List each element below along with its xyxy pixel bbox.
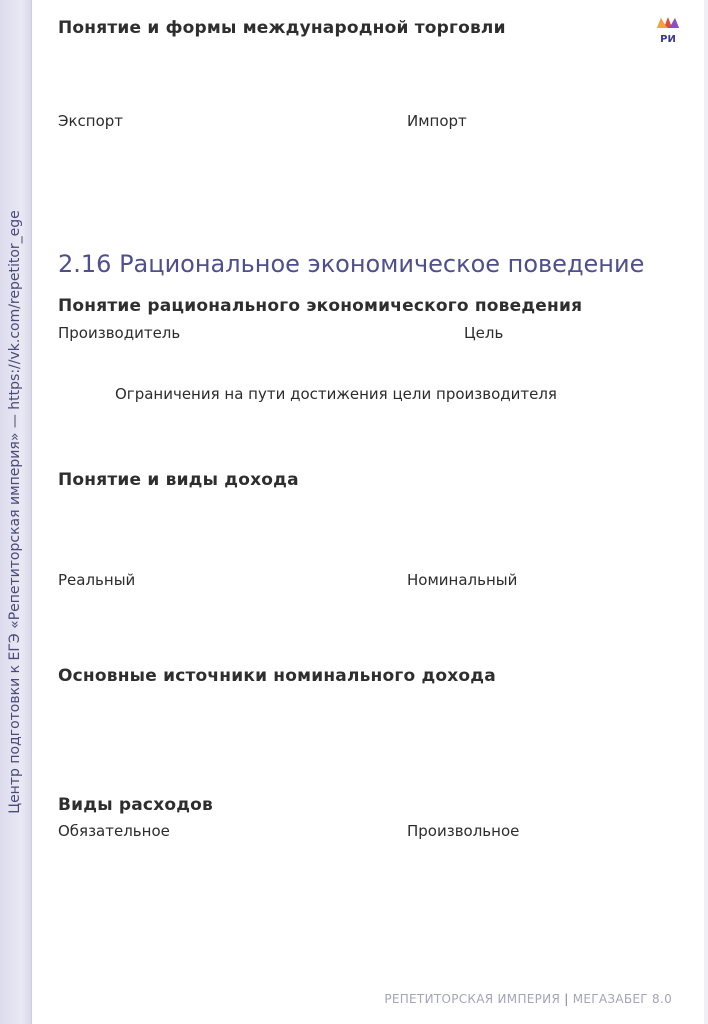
section-title: 2.16 Рациональное экономическое поведение bbox=[58, 250, 645, 278]
label-nominal: Номинальный bbox=[407, 571, 518, 589]
footer-event: МЕГАЗАБЕГ 8.0 bbox=[572, 992, 672, 1006]
label-constraints: Ограничения на пути достижения цели производителя bbox=[115, 385, 557, 403]
label-mandatory: Обязательное bbox=[58, 822, 170, 840]
label-goal: Цель bbox=[464, 324, 504, 342]
label-import: Импорт bbox=[407, 112, 467, 130]
heading-sources: Основные источники номинального дохода bbox=[58, 666, 496, 686]
heading-expenses: Виды расходов bbox=[58, 795, 214, 815]
sidebar bbox=[0, 0, 32, 1024]
label-real: Реальный bbox=[58, 571, 136, 589]
label-optional: Произвольное bbox=[407, 822, 520, 840]
footer-separator: | bbox=[564, 992, 569, 1006]
right-edge bbox=[704, 0, 708, 1024]
label-producer: Производитель bbox=[58, 324, 181, 342]
label-export: Экспорт bbox=[58, 112, 124, 130]
logo-text: РИ bbox=[660, 34, 676, 44]
footer-brand: РЕПЕТИТОРСКАЯ ИМПЕРИЯ bbox=[384, 992, 561, 1006]
heading-rational: Понятие рационального экономического поведения bbox=[58, 296, 583, 316]
sidebar-caption: Центр подготовки к ЕГЭ «Репетиторская империя» — https://vk.com/repetitor_ege bbox=[7, 210, 23, 814]
heading-income: Понятие и виды дохода bbox=[58, 470, 299, 490]
footer bbox=[384, 992, 672, 1006]
crown-logo-icon bbox=[655, 16, 681, 44]
heading-trade: Понятие и формы международной торговли bbox=[58, 18, 506, 38]
